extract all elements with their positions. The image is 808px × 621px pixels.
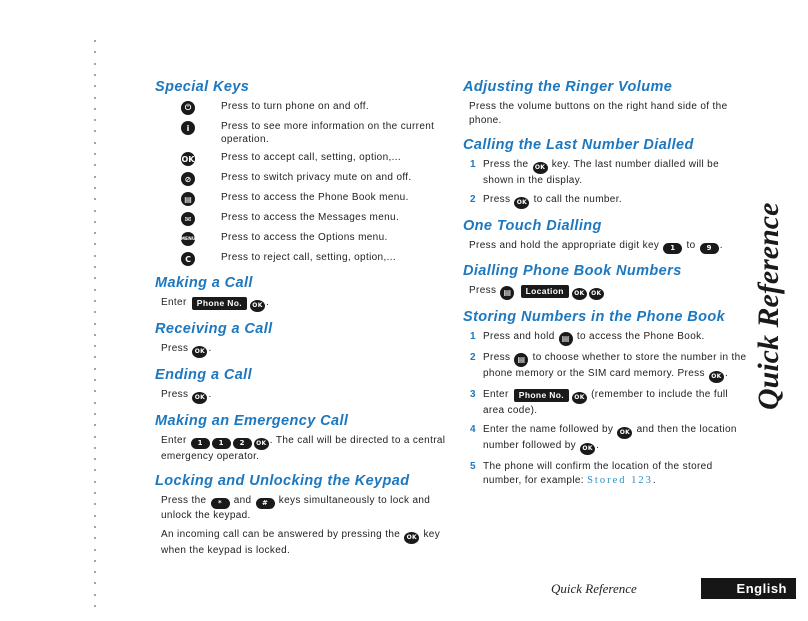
- receiving-call-pre: Press: [161, 343, 189, 354]
- special-key-cell: [155, 120, 221, 135]
- special-key-description: Press to access the Messages menu.: [221, 212, 400, 223]
- making-call-section: [155, 274, 455, 312]
- list-item: [463, 330, 748, 346]
- special-key-row: [155, 171, 455, 186]
- step-text-c: .: [724, 367, 729, 379]
- step-text-a: Enter: [483, 388, 509, 400]
- ok-key-icon: OK: [572, 392, 587, 404]
- locking-p1-b: and: [233, 495, 252, 506]
- phonebook-key-icon: ▤: [514, 353, 528, 367]
- margin-dot: [94, 549, 96, 551]
- locking-text-2: [155, 528, 455, 558]
- special-key-row: [155, 100, 455, 115]
- margin-dot: [94, 356, 96, 358]
- margin-dot: [94, 153, 96, 155]
- making-call-text: [155, 296, 455, 312]
- ok-key-icon: OK: [572, 288, 587, 300]
- storing-heading: Storing Numbers in the Phone Book: [463, 308, 726, 325]
- ok-key-icon: OK: [617, 427, 632, 439]
- locking-p1-a: Press the: [161, 495, 207, 506]
- margin-dot: [94, 97, 96, 99]
- margin-dot: [94, 176, 96, 178]
- margin-dot: [94, 582, 96, 584]
- mute-key-icon: ⊘: [181, 172, 195, 186]
- phone-no-pill: Phone No.: [514, 389, 569, 402]
- emergency-section: [155, 412, 455, 464]
- ending-call-text: [155, 388, 455, 404]
- ok-key-icon: OK: [192, 392, 207, 404]
- step-text-b: (remember to include the full area code).: [483, 388, 728, 416]
- ok-key-icon: OK: [580, 443, 595, 455]
- step-text-b: key. The last number dialled will be shown in the display.: [483, 159, 719, 186]
- step-number: 1: [470, 159, 476, 170]
- left-column: [155, 78, 455, 566]
- step-text: [483, 193, 622, 209]
- lcd-example-text: Stored 123: [587, 474, 653, 486]
- margin-dot: [94, 481, 96, 483]
- ok-key-icon: OK: [709, 371, 724, 383]
- last-number-heading: Calling the Last Number Dialled: [463, 137, 694, 153]
- storing-steps: [463, 330, 748, 488]
- step-text-a: Press: [483, 351, 511, 363]
- menu-key-icon: MENU: [181, 232, 195, 246]
- margin-dot: [94, 605, 96, 607]
- margin-dot: [94, 164, 96, 166]
- step-text-b: .: [652, 474, 657, 486]
- list-item: [463, 158, 748, 188]
- phonebook-key-icon: ▤: [181, 192, 195, 206]
- step-number: 3: [470, 388, 476, 400]
- margin-dot: [94, 537, 96, 539]
- margin-dot: [94, 560, 96, 562]
- step-text-b: to access the Phone Book.: [576, 330, 705, 342]
- special-key-row: [155, 151, 455, 166]
- special-key-cell: [155, 211, 221, 226]
- special-key-description: Press to access the Options menu.: [221, 232, 388, 243]
- special-key-cell: [155, 100, 221, 115]
- list-item: [463, 388, 748, 418]
- margin-dot: [94, 51, 96, 53]
- step-text-b: to choose whether to store the number in the phone memory or the SIM card memory. Press: [483, 351, 747, 379]
- locking-p2-a: An incoming call can be answered by pressing the: [161, 528, 401, 540]
- step-text-a: Press and hold: [483, 330, 555, 342]
- margin-dot: [94, 266, 96, 268]
- digit-2-key-icon: 2: [233, 438, 252, 449]
- footer-label: Quick Reference: [551, 581, 637, 596]
- margin-dot: [94, 232, 96, 234]
- making-call-heading: Making a Call: [155, 275, 253, 291]
- step-text: [483, 330, 705, 346]
- ending-call-pre: Press: [161, 389, 189, 400]
- special-key-cell: [155, 171, 221, 186]
- step-number: 2: [470, 351, 476, 363]
- right-column: [463, 78, 748, 496]
- margin-dot: [94, 85, 96, 87]
- margin-dot: [94, 221, 96, 223]
- star-key-icon: *: [211, 498, 230, 509]
- receiving-call-text: [155, 342, 455, 358]
- one-touch-b: to: [686, 240, 696, 251]
- phone-no-pill: Phone No.: [192, 297, 247, 310]
- clear-key-icon: C: [181, 252, 195, 266]
- language-tab: English: [701, 578, 796, 599]
- margin-dot: [94, 40, 96, 42]
- margin-dot: [94, 74, 96, 76]
- side-title: Quick Reference: [752, 202, 785, 410]
- making-call-post: .: [265, 297, 270, 308]
- messages-key-icon: ✉: [181, 212, 195, 226]
- special-keys-heading: Special Keys: [155, 79, 250, 95]
- storing-section: [463, 308, 748, 488]
- step-text-a: The phone will confirm the location of the stored number, for example:: [483, 460, 713, 486]
- margin-dot: [94, 571, 96, 573]
- margin-dot: [94, 436, 96, 438]
- margin-dot: [94, 447, 96, 449]
- special-key-cell: [155, 151, 221, 166]
- step-text: [483, 158, 748, 188]
- ending-call-post: .: [208, 389, 212, 400]
- one-touch-c: .: [719, 240, 723, 251]
- hash-key-icon: #: [256, 498, 275, 509]
- one-touch-section: [463, 217, 748, 254]
- emergency-heading: Making an Emergency Call: [155, 413, 349, 429]
- special-key-description: Press to accept call, setting, option,...: [221, 152, 401, 163]
- receiving-call-heading: Receiving a Call: [155, 321, 273, 337]
- margin-dot: [94, 424, 96, 426]
- emergency-text: [155, 434, 455, 464]
- locking-text-1: [155, 494, 455, 523]
- step-text: [483, 388, 748, 418]
- info-key-icon: i: [181, 121, 195, 135]
- step-text-a: Enter the name followed by: [483, 423, 614, 435]
- margin-dot: [94, 210, 96, 212]
- step-text: [483, 460, 748, 488]
- ok-key-icon: OK: [254, 438, 269, 450]
- margin-dot: [94, 130, 96, 132]
- margin-dot: [94, 594, 96, 596]
- step-number: 2: [470, 194, 476, 205]
- margin-dot: [94, 458, 96, 460]
- locking-p2-b: key when the keypad is locked.: [161, 528, 441, 556]
- margin-dot: [94, 119, 96, 121]
- power-key-icon: ⏻: [181, 101, 195, 115]
- margin-dot: [94, 334, 96, 336]
- margin-dot: [94, 379, 96, 381]
- margin-dot: [94, 63, 96, 65]
- special-keys-section: [155, 78, 455, 266]
- margin-dot: [94, 198, 96, 200]
- list-item: [463, 351, 748, 383]
- margin-dot: [94, 492, 96, 494]
- phonebook-key-icon: ▤: [559, 332, 573, 346]
- digit-1-key-icon: 1: [212, 438, 231, 449]
- margin-dot: [94, 108, 96, 110]
- margin-dot: [94, 142, 96, 144]
- special-key-row: [155, 120, 455, 146]
- margin-dot: [94, 255, 96, 257]
- margin-dot: [94, 526, 96, 528]
- margin-dot: [94, 402, 96, 404]
- digit-1-key-icon: 1: [191, 438, 210, 449]
- last-number-steps: [463, 158, 748, 209]
- special-key-row: [155, 251, 455, 266]
- margin-dot: [94, 277, 96, 279]
- special-key-description: Press to see more information on the current operation.: [221, 121, 435, 145]
- location-pill: Location: [521, 285, 569, 298]
- ok-key-icon: OK: [404, 532, 419, 544]
- one-touch-a: Press and hold the appropriate digit key: [469, 240, 660, 251]
- one-touch-heading: One Touch Dialling: [463, 218, 602, 234]
- ok-key-icon: OK: [589, 288, 604, 300]
- ringer-text: Press the volume buttons on the right hand side of the phone.: [469, 101, 728, 126]
- locking-p1-c: keys simultaneously to lock and unlock the keypad.: [161, 495, 431, 521]
- margin-dot: [94, 503, 96, 505]
- margin-dot-rule: [94, 40, 98, 615]
- step-text-b: and then the location number followed by: [483, 423, 737, 451]
- dialling-phonebook-text: [463, 284, 748, 300]
- special-key-description: Press to reject call, setting, option,...: [221, 252, 396, 263]
- step-number: 5: [470, 460, 476, 472]
- locking-heading: Locking and Unlocking the Keypad: [155, 473, 410, 489]
- emergency-post: . The call will be directed to a central emergency operator.: [161, 435, 446, 462]
- special-key-row: [155, 191, 455, 206]
- margin-dot: [94, 390, 96, 392]
- step-number: 1: [470, 330, 476, 342]
- margin-dot: [94, 300, 96, 302]
- special-key-cell: [155, 251, 221, 266]
- step-text-a: Press: [483, 194, 511, 205]
- dialling-pb-pre: Press: [469, 284, 497, 296]
- digit-1-key-icon: 1: [663, 243, 682, 254]
- ringer-heading: Adjusting the Ringer Volume: [463, 79, 673, 95]
- emergency-pre: Enter: [161, 435, 187, 446]
- special-key-row: [155, 231, 455, 246]
- receiving-call-section: [155, 320, 455, 358]
- margin-dot: [94, 323, 96, 325]
- dialling-phonebook-section: [463, 262, 748, 300]
- making-call-pre: Enter: [161, 297, 187, 308]
- special-key-cell: [155, 231, 221, 246]
- step-text-c: .: [596, 439, 600, 451]
- step-text: [483, 423, 748, 455]
- locking-section: [155, 472, 455, 558]
- step-text-b: to call the number.: [533, 194, 622, 205]
- ok-key-icon: OK: [181, 152, 195, 166]
- list-item: [463, 193, 748, 209]
- one-touch-text: [463, 239, 748, 254]
- ending-call-heading: Ending a Call: [155, 367, 253, 383]
- step-text: [483, 351, 748, 383]
- margin-dot: [94, 469, 96, 471]
- step-text-a: Press the: [483, 159, 529, 170]
- margin-dot: [94, 311, 96, 313]
- margin-dot: [94, 289, 96, 291]
- ok-key-icon: OK: [514, 197, 529, 209]
- margin-dot: [94, 413, 96, 415]
- ok-key-icon: OK: [250, 300, 265, 312]
- ending-call-section: [155, 366, 455, 404]
- margin-dot: [94, 345, 96, 347]
- special-key-description: Press to turn phone on and off.: [221, 101, 369, 112]
- margin-dot: [94, 187, 96, 189]
- special-key-cell: [155, 191, 221, 206]
- margin-dot: [94, 243, 96, 245]
- ok-key-icon: OK: [533, 162, 548, 174]
- special-key-description: Press to switch privacy mute on and off.: [221, 172, 412, 183]
- step-number: 4: [470, 423, 476, 435]
- phonebook-key-icon: ▤: [500, 286, 514, 300]
- margin-dot: [94, 368, 96, 370]
- receiving-call-post: .: [208, 343, 212, 354]
- list-item: [463, 423, 748, 455]
- special-key-description: Press to access the Phone Book menu.: [221, 192, 409, 203]
- ok-key-icon: OK: [192, 346, 207, 358]
- digit-9-key-icon: 9: [700, 243, 719, 254]
- margin-dot: [94, 515, 96, 517]
- list-item: [463, 460, 748, 488]
- special-keys-list: [155, 100, 455, 266]
- special-key-row: [155, 211, 455, 226]
- dialling-phonebook-heading: Dialling Phone Book Numbers: [463, 262, 682, 279]
- ringer-section: [463, 78, 748, 128]
- last-number-section: [463, 136, 748, 209]
